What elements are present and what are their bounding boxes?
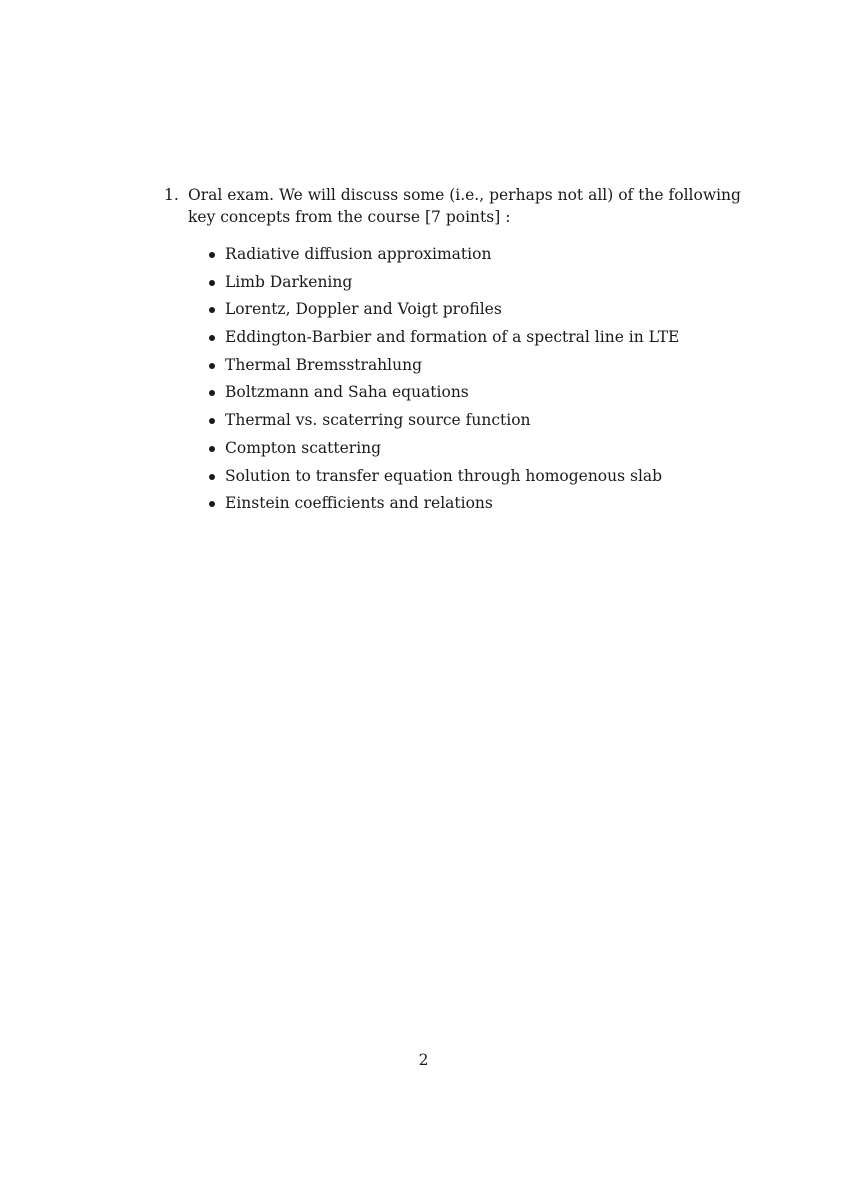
list-item	[206, 492, 679, 520]
bullet-icon	[209, 335, 215, 341]
concept-text: Eddington-Barbier and formation of a spectral line in LTE	[225, 328, 680, 347]
bullet-icon	[209, 501, 215, 507]
list-item	[206, 381, 679, 409]
concept-text: Boltzmann and Saha equations	[225, 383, 469, 402]
bullet-icon	[209, 363, 215, 369]
question-number: 1.	[164, 186, 179, 204]
concept-text: Radiative diffusion approximation	[225, 245, 492, 263]
bullet-icon	[209, 446, 215, 452]
list-item	[206, 243, 679, 271]
list-item	[206, 354, 679, 382]
list-item	[206, 409, 679, 437]
question-1	[164, 184, 741, 228]
page-number: 2	[418, 1051, 429, 1069]
concept-list	[206, 243, 679, 520]
concept-text: Compton scattering	[225, 438, 382, 457]
concept-text: Thermal Bremsstrahlung	[225, 355, 423, 374]
bullet-icon	[209, 280, 215, 286]
concept-text: Lorentz, Doppler and Voigt profiles	[225, 300, 502, 319]
bullet-icon	[209, 307, 215, 313]
concept-text: Thermal vs. scaterring source function	[225, 411, 531, 430]
list-item	[206, 326, 679, 354]
bullet-icon	[209, 474, 215, 480]
concept-text: Einstein coefficients and relations	[225, 494, 493, 513]
question-text-line-2: key concepts from the course [7 points] :	[188, 208, 511, 226]
bullet-icon	[209, 252, 215, 258]
question-text-line-1: Oral exam. We will discuss some (i.e., perhaps not all) of the following	[188, 186, 741, 204]
list-item	[206, 298, 679, 326]
bullet-icon	[209, 390, 215, 396]
concept-text: Solution to transfer equation through homogenous slab	[225, 466, 663, 485]
list-item	[206, 437, 679, 465]
bullet-icon	[209, 418, 215, 424]
concept-text: Limb Darkening	[225, 272, 353, 291]
list-item	[206, 271, 679, 299]
list-item	[206, 465, 679, 493]
question-first-line	[164, 184, 741, 206]
